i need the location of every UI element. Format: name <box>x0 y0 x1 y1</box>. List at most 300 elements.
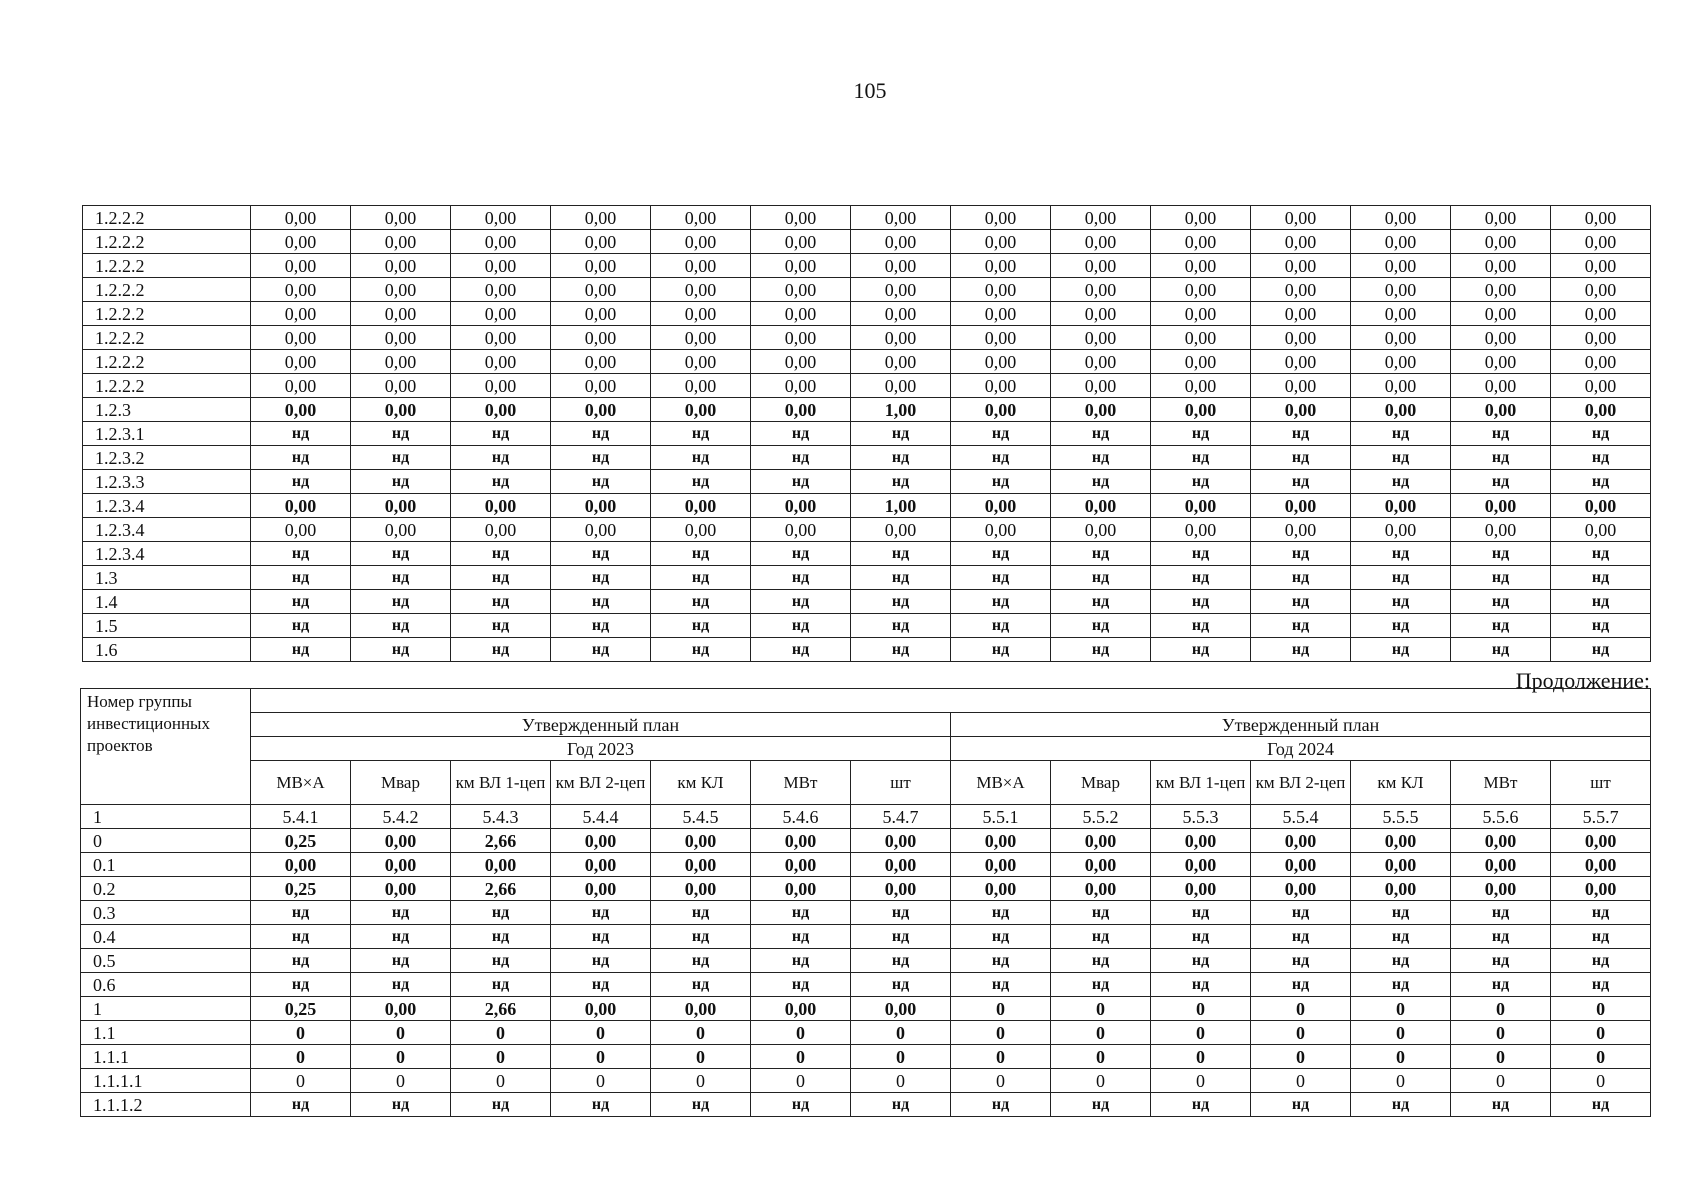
table-cell: нд <box>1151 542 1251 566</box>
table-cell: нд <box>1151 422 1251 446</box>
table-cell: нд <box>1051 422 1151 446</box>
table-cell: нд <box>451 446 551 470</box>
table-cell: 0,00 <box>1251 254 1351 278</box>
table-cell: нд <box>1351 614 1451 638</box>
table-cell: нд <box>551 470 651 494</box>
table-cell: нд <box>251 446 351 470</box>
table-cell: нд <box>851 470 951 494</box>
table-cell: 0,00 <box>551 254 651 278</box>
table-cell: нд <box>351 614 451 638</box>
table-row <box>81 1093 1651 1117</box>
table-cell: 0,00 <box>1351 206 1451 230</box>
table-cell: 0,00 <box>251 853 351 877</box>
table-cell: 0 <box>351 1069 451 1093</box>
table-cell: 0,00 <box>351 302 451 326</box>
table-cell: нд <box>1451 446 1551 470</box>
table-cell: нд <box>1051 1093 1151 1117</box>
table-cell: 0,00 <box>651 278 751 302</box>
table-cell: 0,00 <box>1251 374 1351 398</box>
table-cell: 0,00 <box>951 518 1051 542</box>
table-cell: нд <box>351 566 451 590</box>
table-cell: 0,00 <box>651 494 751 518</box>
table-cell: 0 <box>1551 1021 1651 1045</box>
unit-header: шт <box>851 761 951 805</box>
row-code: 1.2.2.2 <box>83 302 251 326</box>
table-cell: 0,00 <box>1251 518 1351 542</box>
table-cell: 0,00 <box>551 278 651 302</box>
table-cell: 0,00 <box>1551 206 1651 230</box>
table-cell: нд <box>1451 973 1551 997</box>
table-cell: 0,00 <box>551 326 651 350</box>
unit-header: шт <box>1551 761 1651 805</box>
unit-header: км КЛ <box>1351 761 1451 805</box>
table-cell: 0,00 <box>351 829 451 853</box>
table-cell: 2,66 <box>451 997 551 1021</box>
table-cell: нд <box>1251 901 1351 925</box>
table-cell: нд <box>651 542 751 566</box>
table-cell: нд <box>551 973 651 997</box>
table-cell: 0,00 <box>951 350 1051 374</box>
page-number: 105 <box>853 78 887 103</box>
row-code: 1.1.1.2 <box>81 1093 251 1117</box>
table-cell: 0,00 <box>551 494 651 518</box>
table-cell: нд <box>1251 949 1351 973</box>
table-cell: 0,00 <box>351 494 451 518</box>
table-cell: 0,00 <box>551 206 651 230</box>
table-cell: нд <box>1551 614 1651 638</box>
table-cell: 0,00 <box>1151 326 1251 350</box>
table-cell: 0,00 <box>251 350 351 374</box>
table-cell: 0,00 <box>751 374 851 398</box>
table-cell: 0 <box>851 1045 951 1069</box>
table-cell: нд <box>951 1093 1051 1117</box>
table-cell: нд <box>651 1093 751 1117</box>
table-cell: 0,00 <box>951 230 1051 254</box>
table-cell: 0,00 <box>851 326 951 350</box>
table-cell: нд <box>751 422 851 446</box>
table-cell: 0 <box>1251 1069 1351 1093</box>
table-cell: нд <box>451 973 551 997</box>
row-code: 1.1 <box>81 1021 251 1045</box>
table-cell: 0,00 <box>951 326 1051 350</box>
table-cell: нд <box>351 901 451 925</box>
table-cell: 0,00 <box>851 350 951 374</box>
table-cell: 0,00 <box>1151 254 1251 278</box>
table-cell: 0 <box>451 1069 551 1093</box>
table-cell: 0,00 <box>251 494 351 518</box>
table-cell: 0,00 <box>951 254 1051 278</box>
table-cell: 1,00 <box>851 494 951 518</box>
table-cell: нд <box>1351 590 1451 614</box>
table-cell: 0,00 <box>851 829 951 853</box>
table-cell: нд <box>851 638 951 662</box>
table-cell: нд <box>1351 542 1451 566</box>
table-cell: нд <box>1051 901 1151 925</box>
row-code: 1.2.2.2 <box>83 230 251 254</box>
table-cell: 0 <box>451 1021 551 1045</box>
table-cell: нд <box>951 542 1051 566</box>
table-row <box>83 374 1651 398</box>
table-cell: 0,00 <box>1051 853 1151 877</box>
table-row <box>83 494 1651 518</box>
table-cell: нд <box>251 638 351 662</box>
table-cell: 0,00 <box>1551 254 1651 278</box>
table-cell: 0,00 <box>551 853 651 877</box>
table-cell: нд <box>1351 1093 1451 1117</box>
table-cell: нд <box>1051 590 1151 614</box>
unit-header: МВт <box>1451 761 1551 805</box>
bottom-data-table <box>80 688 1651 1117</box>
table-cell: нд <box>1151 1093 1251 1117</box>
row-code: 0.4 <box>81 925 251 949</box>
table-cell: нд <box>451 1093 551 1117</box>
table-cell: 0,00 <box>851 230 951 254</box>
table-cell: 0 <box>1051 997 1151 1021</box>
table-cell: 0,00 <box>1051 518 1151 542</box>
table-cell: нд <box>251 949 351 973</box>
table-cell: 0,00 <box>651 877 751 901</box>
table-cell: 0,00 <box>1451 398 1551 422</box>
unit-header: МВ×А <box>951 761 1051 805</box>
table-cell: 2,66 <box>451 829 551 853</box>
table-cell: 0,00 <box>1351 374 1451 398</box>
table-cell: 0,00 <box>1251 494 1351 518</box>
table-cell: 0,00 <box>351 278 451 302</box>
table-row <box>83 206 1651 230</box>
table-cell: 0 <box>1551 1045 1651 1069</box>
table-cell: 0,00 <box>1251 278 1351 302</box>
table-cell: 0,00 <box>951 206 1051 230</box>
row-code: 0.6 <box>81 973 251 997</box>
table-cell: нд <box>1051 542 1151 566</box>
table-cell: 0 <box>1351 1021 1451 1045</box>
table-cell: 0,00 <box>751 829 851 853</box>
table-cell: нд <box>851 1093 951 1117</box>
table-cell: нд <box>1351 973 1451 997</box>
table-cell: 0,00 <box>751 278 851 302</box>
table-cell: нд <box>251 925 351 949</box>
table-cell: 0,00 <box>1051 350 1151 374</box>
table-cell: 0,25 <box>251 877 351 901</box>
table-cell: 0,00 <box>351 374 451 398</box>
table-cell: 0,00 <box>1451 374 1551 398</box>
table-cell: нд <box>851 542 951 566</box>
table-cell: нд <box>551 422 651 446</box>
table-cell: нд <box>1051 566 1151 590</box>
table-cell: нд <box>1551 446 1651 470</box>
table-row <box>83 542 1651 566</box>
table-cell: 0,00 <box>551 350 651 374</box>
table-cell: 1,00 <box>851 398 951 422</box>
table-cell: нд <box>1251 590 1351 614</box>
table-cell: 0,00 <box>1551 829 1651 853</box>
table-cell: 0,00 <box>851 302 951 326</box>
table-cell: 0,00 <box>551 374 651 398</box>
table-row <box>81 853 1651 877</box>
table-cell: 0,00 <box>1051 877 1151 901</box>
table-cell: нд <box>251 422 351 446</box>
table-cell: 5.5.4 <box>1251 805 1351 829</box>
table-cell: 0,00 <box>1151 877 1251 901</box>
table-cell: 0,00 <box>1451 877 1551 901</box>
table-cell: нд <box>351 949 451 973</box>
row-code: 1.2.3.2 <box>83 446 251 470</box>
table-cell: 0,00 <box>1351 518 1451 542</box>
table-cell: 0,00 <box>651 518 751 542</box>
row-code: 0.1 <box>81 853 251 877</box>
table-cell: нд <box>351 925 451 949</box>
table-cell: нд <box>1151 638 1251 662</box>
table-cell: нд <box>1051 638 1151 662</box>
table-cell: 0,00 <box>1051 829 1151 853</box>
table-cell: нд <box>651 973 751 997</box>
table-cell: 0,00 <box>1551 398 1651 422</box>
table-cell: 0,00 <box>651 997 751 1021</box>
table-cell: 0,00 <box>951 494 1051 518</box>
table-cell: нд <box>351 638 451 662</box>
table-cell: нд <box>451 470 551 494</box>
table-cell: 0,00 <box>1451 326 1551 350</box>
table-cell: нд <box>751 446 851 470</box>
table-cell: 0,00 <box>951 829 1051 853</box>
table-cell: 0,00 <box>451 326 551 350</box>
table-row <box>83 326 1651 350</box>
table-cell: нд <box>551 901 651 925</box>
table-cell: нд <box>951 949 1051 973</box>
table-cell: нд <box>451 542 551 566</box>
table-cell: 0 <box>551 1069 651 1093</box>
table-cell: 0,00 <box>1151 374 1251 398</box>
table-cell: 0 <box>1351 997 1451 1021</box>
unit-header: км ВЛ 1-цеп <box>1151 761 1251 805</box>
row-code: 1.1.1.1 <box>81 1069 251 1093</box>
table-cell: нд <box>1051 973 1151 997</box>
table-row <box>83 518 1651 542</box>
row-code: 1.1.1 <box>81 1045 251 1069</box>
table-cell: нд <box>751 542 851 566</box>
table-cell: 0 <box>1151 1045 1251 1069</box>
table-row <box>83 638 1651 662</box>
table-cell: нд <box>251 973 351 997</box>
table-cell: нд <box>951 614 1051 638</box>
table-cell: 0,00 <box>551 997 651 1021</box>
table-cell: 0,00 <box>251 374 351 398</box>
table-cell: нд <box>351 1093 451 1117</box>
table-cell: нд <box>951 638 1051 662</box>
table-cell: нд <box>1551 973 1651 997</box>
table-cell: 0,00 <box>1051 494 1151 518</box>
table-cell: 0,00 <box>1151 350 1251 374</box>
table-cell: 0,00 <box>951 278 1051 302</box>
table-cell: нд <box>551 949 651 973</box>
table-cell: нд <box>1251 470 1351 494</box>
table-cell: 0,00 <box>1251 302 1351 326</box>
table-cell: нд <box>751 638 851 662</box>
table-cell: 0,00 <box>651 326 751 350</box>
table-cell: нд <box>851 422 951 446</box>
row-code: 0.5 <box>81 949 251 973</box>
table-row <box>81 805 1651 829</box>
table-cell: нд <box>551 542 651 566</box>
table-cell: 0,00 <box>451 206 551 230</box>
table-cell: нд <box>1551 590 1651 614</box>
table-cell: 0 <box>1351 1045 1451 1069</box>
table-cell: нд <box>651 470 751 494</box>
unit-header: МВт <box>751 761 851 805</box>
table-cell: 0,00 <box>651 350 751 374</box>
table-cell: нд <box>651 638 751 662</box>
table-cell: 0,00 <box>1151 206 1251 230</box>
table-cell: 0,00 <box>651 254 751 278</box>
table-cell: 5.5.7 <box>1551 805 1651 829</box>
table-cell: нд <box>1251 1093 1351 1117</box>
table-cell: 0,00 <box>651 206 751 230</box>
table-cell: 0,00 <box>551 518 651 542</box>
table-cell: 0,00 <box>1451 829 1551 853</box>
table-cell: 0,00 <box>551 398 651 422</box>
table-cell: нд <box>1551 470 1651 494</box>
table-cell: 0 <box>651 1069 751 1093</box>
table-cell: 0,00 <box>1051 326 1151 350</box>
table-cell: 0,00 <box>451 254 551 278</box>
table-cell: 0,00 <box>1351 230 1451 254</box>
table-cell: 0,00 <box>851 206 951 230</box>
row-code: 1.2.2.2 <box>83 278 251 302</box>
row-code: 0.2 <box>81 877 251 901</box>
table-cell: нд <box>1251 614 1351 638</box>
table-cell: нд <box>251 470 351 494</box>
table-cell: 0 <box>951 1069 1051 1093</box>
table-cell: нд <box>251 1093 351 1117</box>
table-cell: нд <box>1451 901 1551 925</box>
table-cell: 0,00 <box>251 254 351 278</box>
table-cell: нд <box>1251 542 1351 566</box>
table-cell: нд <box>951 925 1051 949</box>
table-cell: нд <box>1551 949 1651 973</box>
row-code: 1.2.2.2 <box>83 326 251 350</box>
table-cell: нд <box>751 973 851 997</box>
year-header-2024: Год 2024 <box>951 737 1651 761</box>
table-cell: нд <box>1151 614 1251 638</box>
table-cell: 5.5.1 <box>951 805 1051 829</box>
row-code: 1.4 <box>83 590 251 614</box>
table-cell: нд <box>1151 590 1251 614</box>
table-cell: 0,00 <box>751 398 851 422</box>
table-cell: нд <box>1551 542 1651 566</box>
table-cell: 0,25 <box>251 829 351 853</box>
table-cell: 0 <box>1151 1069 1251 1093</box>
table-cell: 0 <box>251 1069 351 1093</box>
table-row <box>81 1021 1651 1045</box>
table-cell: 0,00 <box>551 230 651 254</box>
table-cell: нд <box>751 901 851 925</box>
table-cell: нд <box>651 949 751 973</box>
table-cell: 0 <box>851 1069 951 1093</box>
table-cell: 0,00 <box>551 829 651 853</box>
table-cell: нд <box>751 590 851 614</box>
table-cell: 0,00 <box>1451 278 1551 302</box>
top-data-table <box>82 205 1651 662</box>
table-cell: 0,00 <box>451 374 551 398</box>
table-cell: нд <box>1351 638 1451 662</box>
table-cell: 0,00 <box>451 518 551 542</box>
unit-header: Мвар <box>351 761 451 805</box>
table-cell: 0,00 <box>451 230 551 254</box>
table-cell: нд <box>651 590 751 614</box>
table-cell: 0,00 <box>1051 302 1151 326</box>
table-cell: 0 <box>1251 1021 1351 1045</box>
table-row <box>83 446 1651 470</box>
bottom-table-header <box>81 689 1651 805</box>
table-cell: нд <box>1551 566 1651 590</box>
table-cell: нд <box>751 1093 851 1117</box>
table-cell: нд <box>251 542 351 566</box>
table-cell: 0,00 <box>1351 278 1451 302</box>
table-cell: нд <box>951 973 1051 997</box>
table-cell: нд <box>651 614 751 638</box>
table-cell: 0,00 <box>751 350 851 374</box>
year-header-2023: Год 2023 <box>251 737 951 761</box>
table-cell: 0 <box>951 1021 1051 1045</box>
table-cell: нд <box>851 566 951 590</box>
table-row <box>83 302 1651 326</box>
table-cell: нд <box>851 973 951 997</box>
row-code: 1.2.2.2 <box>83 350 251 374</box>
table-cell: 0 <box>1451 1069 1551 1093</box>
table-cell: 0,00 <box>451 302 551 326</box>
table-cell: 0,00 <box>1551 853 1651 877</box>
table-row <box>81 925 1651 949</box>
table-cell: 0 <box>1251 997 1351 1021</box>
table-cell: нд <box>451 590 551 614</box>
table-cell: нд <box>1051 614 1151 638</box>
table-row <box>81 829 1651 853</box>
table-cell: 5.4.3 <box>451 805 551 829</box>
table-cell: 0,00 <box>1351 494 1451 518</box>
row-code: 1.2.3 <box>83 398 251 422</box>
table-cell: 0,00 <box>1251 398 1351 422</box>
table-cell: нд <box>1351 422 1451 446</box>
table-cell: 0,00 <box>451 278 551 302</box>
table-cell: 0 <box>1051 1021 1151 1045</box>
table-cell: нд <box>951 901 1051 925</box>
table-cell: 0,00 <box>551 877 651 901</box>
table-cell: 0,00 <box>351 398 451 422</box>
table-cell: нд <box>751 566 851 590</box>
table-row <box>83 398 1651 422</box>
table-cell: 0,00 <box>1551 518 1651 542</box>
table-cell: нд <box>1451 542 1551 566</box>
table-cell: 0,00 <box>251 230 351 254</box>
row-code: 1.5 <box>83 614 251 638</box>
table-cell: 0,00 <box>551 302 651 326</box>
top-table-body <box>83 206 1651 662</box>
table-cell: нд <box>1251 925 1351 949</box>
table-cell: нд <box>851 949 951 973</box>
table-cell: нд <box>1151 566 1251 590</box>
table-cell: 0,00 <box>951 374 1051 398</box>
table-cell: 0 <box>251 1021 351 1045</box>
table-cell: нд <box>1051 446 1151 470</box>
table-cell: 0,00 <box>351 350 451 374</box>
table-cell: 0,00 <box>351 326 451 350</box>
row-code: 1.2.3.4 <box>83 542 251 566</box>
table-cell: 0,00 <box>251 398 351 422</box>
table-cell: нд <box>551 1093 651 1117</box>
unit-header: МВ×А <box>251 761 351 805</box>
table-cell: 0,00 <box>1251 877 1351 901</box>
table-cell: 0 <box>1451 1021 1551 1045</box>
